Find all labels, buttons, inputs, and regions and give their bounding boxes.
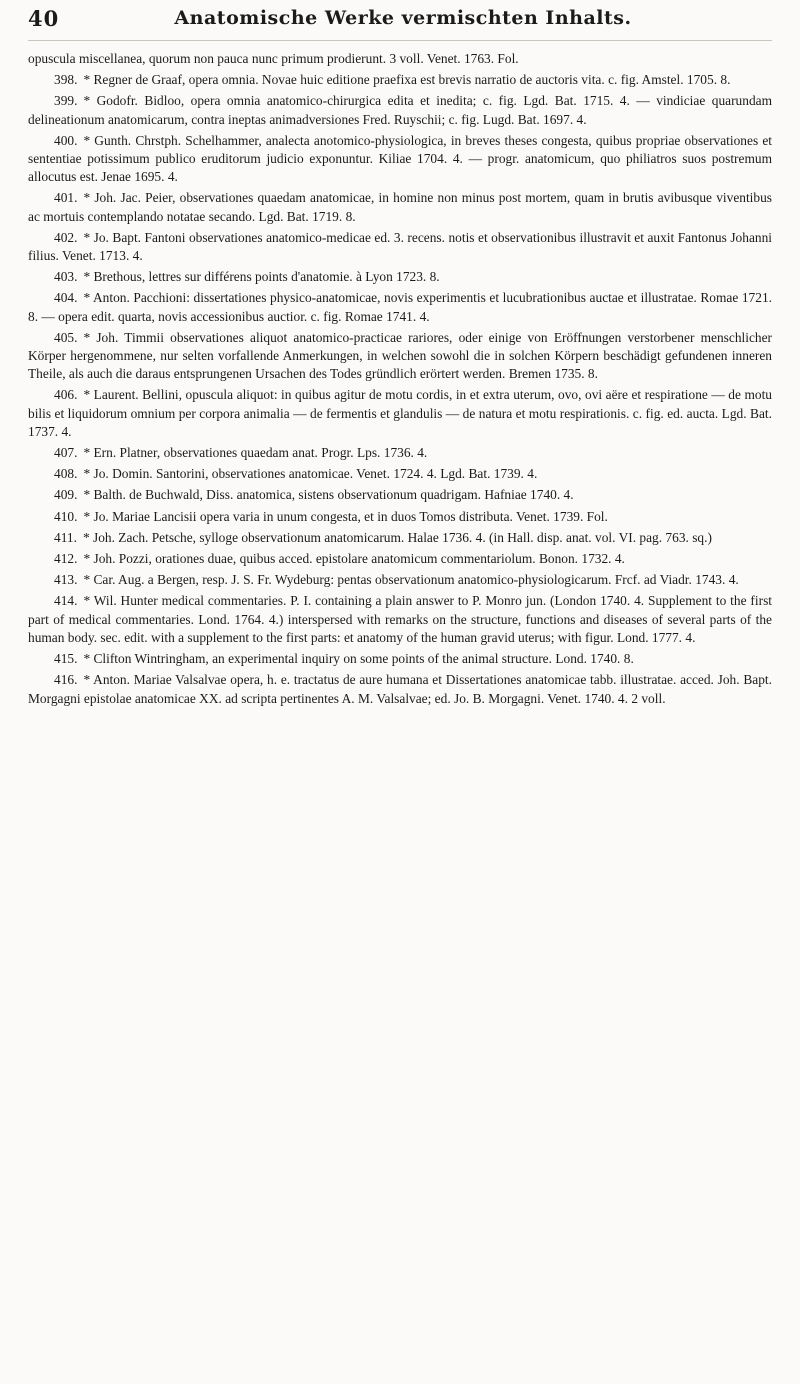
entry-text: * Joh. Timmii observationes aliquot anatomico-practicae rariores, oder einige von Eröffnungen verstorbener menschlicher Körper hergenommene, nur selten vorfallende Anmerkungen, in welchen sowohl die in solchen Körpern beschädigt gefundenen inneren Theile, als auch die daraus entsprungenen Ursachen des Todes gründlich erörtert werden. Bremen 1735. 8. (28, 329, 772, 382)
bibliography-entry (28, 289, 772, 325)
entry-number: 416. (54, 672, 78, 688)
entry-number: 408. (54, 466, 78, 482)
entry-text: * Balth. de Buchwald, Diss. anatomica, sistens observationum quadrigam. Hafniae 1740. 4. (83, 487, 574, 503)
bibliography-entry (28, 268, 772, 286)
bibliography-entry (28, 592, 772, 647)
entry-number: 404. (54, 290, 78, 306)
entry-text: * Anton. Pacchioni: dissertationes physico-anatomicae, novis experimentis et lucubrationibus auctae et illustratae. Romae 1721. 8. — opera edit. quarta, novis accessionibus auctior. c. fig. Romae 1741. 4. (28, 290, 772, 324)
entry-text: * Joh. Zach. Petsche, sylloge observationum anatomicarum. Halae 1736. 4. (in Hall. disp. anat. vol. VI. pag. 763. sq.) (82, 529, 712, 545)
bibliography-entry (28, 465, 772, 483)
entry-number: 400. (54, 132, 78, 148)
entry-number: 407. (54, 445, 78, 461)
entry-text: * Godofr. Bidloo, opera omnia anatomico-chirurgica edita et inedita; c. fig. Lgd. Bat. 1715. 4. — vindiciae quarundam delineationum anatomicarum, contra ineptas animadversiones Fred. Ruyschii; c. fig. Lugd. Bat. 1697. 4. (28, 93, 772, 127)
bibliography-entry (28, 550, 772, 568)
entry-number: 402. (54, 229, 78, 245)
entry-text: * Wil. Hunter medical commentaries. P. I. containing a plain answer to P. Monro jun. (London 1740. 4. Supplement to the first part of medical commentaries. Lond. 1764. 4.) interspersed with remarks on the structure, functions and diseases of several parts of the human body. sec. edit. with a supplement to the first parts: et anatomy of the human gravid uterus; with figur. Lond. 1777. 4. (28, 593, 772, 645)
entry-text: * Anton. Mariae Valsalvae opera, h. e. tractatus de aure humana et Dissertationes anatomicae tabb. illustratae. acced. Joh. Bapt. Morgagni epistolae anatomicae XX. ad scripta pertinentes A. M. Valsalvae; ed. Jo. B. Morgagni. Venet. 1740. 4. 2 voll. (28, 672, 772, 706)
entry-number: 406. (54, 387, 78, 403)
running-title: Anatomische Werke vermischten Inhalts. (174, 7, 632, 29)
bibliography-list (28, 50, 772, 711)
bibliography-entry (28, 132, 772, 187)
bibliography-entry (28, 671, 772, 707)
entry-text: * Joh. Pozzi, orationes duae, quibus acced. epistolare anatomicum commentariolum. Bonon. 1732. 4. (83, 551, 625, 567)
bibliography-entry (28, 444, 772, 462)
entry-text: * Joh. Jac. Peier, observationes quaedam anatomicae, in homine non minus post mortem, quam in brutis avibusque viventibus ac mortuis contemplando notatae secando. Lgd. Bat. 1719. 8. (28, 190, 772, 224)
entry-text: * Jo. Domin. Santorini, observationes anatomicae. Venet. 1724. 4. Lgd. Bat. 1739. 4. (83, 466, 538, 482)
entry-text: * Jo. Mariae Lancisii opera varia in unum congesta, et in duos Tomos distributa. Venet. 1739. Fol. (83, 508, 608, 524)
page-number: 40 (28, 6, 60, 31)
entry-number: 411. (54, 529, 77, 545)
entry-text: * Regner de Graaf, opera omnia. Novae huic editione praefixa est brevis narratio de auctoris vita. c. fig. Amstel. 1705. 8. (83, 72, 731, 88)
entry-number: 403. (54, 269, 78, 285)
entry-number: 410. (54, 508, 78, 524)
bibliography-entry (28, 508, 772, 526)
entry-number: 414. (54, 593, 78, 609)
header-divider (28, 40, 772, 41)
entry-number: 415. (54, 651, 78, 667)
entry-text: * Jo. Bapt. Fantoni observationes anatomico-medicae ed. 3. recens. notis et observationibus illustravit et auxit Fantonus Johanni filius. Venet. 1713. 4. (28, 229, 772, 264)
entry-text: * Car. Aug. a Bergen, resp. J. S. Fr. Wydeburg: pentas observationum anatomico-physiologicarum. Frcf. ad Viadr. 1743. 4. (83, 572, 739, 588)
entry-number: 398. (54, 72, 78, 88)
entry-number: 399. (54, 93, 78, 109)
bibliography-entry (28, 92, 772, 128)
page-header (28, 6, 778, 36)
entry-number: 405. (54, 329, 78, 345)
bibliography-entry (28, 329, 772, 384)
entry-number: 412. (54, 551, 78, 567)
bibliography-entry (28, 386, 772, 441)
entry-text: * Gunth. Chrstph. Schelhammer, analecta anotomico-physiologica, in breves theses congesta, quibus propriae observationes et sententiae potissimum publico eruditorum judicio exponuntur. Kiliae 1704. 4. — progr. anatomicum, quo philiatros suos postremum allocutus est. Jenae 1695. 4. (28, 132, 772, 185)
entry-text: * Ern. Platner, observationes quaedam anat. Progr. Lps. 1736. 4. (83, 445, 428, 461)
entry-number: 409. (54, 487, 78, 503)
entry-text: * Laurent. Bellini, opuscula aliquot: in quibus agitur de motu cordis, in et extra uterum, ovo, ovi aëre et respiratione — de motu bilis et liquidorum omnium per corpora animalia — de fermentis et glandulis — de natura et motu respirationis. c. fig. ed. aucta. Lgd. Bat. 1737. 4. (28, 387, 772, 439)
entry-text: * Brethous, lettres sur différens points d'anatomie. à Lyon 1723. 8. (83, 269, 440, 285)
bibliography-entry (28, 529, 772, 547)
bibliography-entry (28, 486, 772, 504)
entry-number: 413. (54, 572, 78, 588)
bibliography-entry (28, 229, 772, 265)
entry-text: opuscula miscellanea, quorum non pauca nunc primum prodierunt. 3 voll. Venet. 1763. Fol. (28, 51, 519, 66)
bibliography-entry (28, 650, 772, 668)
bibliography-entry (28, 571, 772, 589)
bibliography-entry (28, 71, 772, 89)
bibliography-entry (28, 50, 772, 68)
entry-text: * Clifton Wintringham, an experimental inquiry on some points of the animal structure. Lond. 1740. 8. (83, 651, 634, 667)
entry-number: 401. (54, 190, 78, 206)
bibliography-entry (28, 189, 772, 225)
